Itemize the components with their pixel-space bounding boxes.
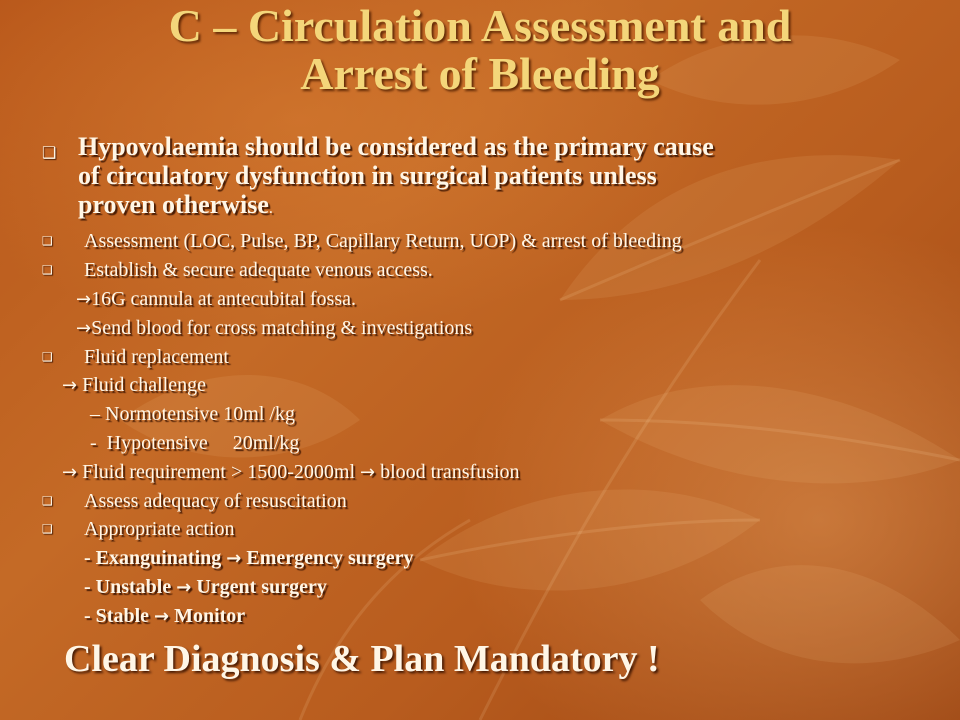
arrow-right-icon: →: [154, 606, 170, 627]
bullet-icon: ❑: [42, 494, 53, 508]
bullet-icon: ❑: [42, 350, 53, 364]
arrow-right-icon: →: [76, 318, 92, 339]
action-state: - Stable: [84, 605, 154, 627]
main-point-line-1: Hypovolaemia should be considered as the primary cause: [78, 132, 714, 161]
item-cannula-text: 16G cannula at antecubital fossa.: [91, 288, 356, 310]
main-point-line-3-text: proven otherwise: [78, 190, 269, 219]
action-unstable: [84, 575, 327, 600]
action-plan: Monitor: [169, 605, 246, 627]
main-point-line-2: of circulatory dysfunction in surgical patients unless: [78, 161, 657, 190]
bullet-icon: ❑: [42, 263, 53, 277]
item-hypotensive: - Hypotensive 20ml/kg: [90, 432, 300, 454]
bullet-icon: ❑: [42, 522, 53, 536]
arrow-right-icon: →: [176, 577, 192, 598]
item-fluid-requirement-text: Fluid requirement > 1500-2000ml: [77, 461, 361, 483]
item-fluid-challenge: [62, 373, 206, 398]
bullet-icon: ❑: [42, 143, 57, 162]
item-cannula: [76, 287, 356, 312]
slide-title: [0, 2, 960, 98]
title-line-1: C – Circulation Assessment and: [168, 0, 792, 51]
action-state: - Unstable: [84, 576, 177, 598]
main-point-period: .: [268, 200, 273, 217]
arrow-right-icon: →: [226, 548, 242, 569]
bullet-icon: ❑: [42, 234, 53, 248]
item-fluid-requirement: [62, 460, 520, 485]
arrow-right-icon: →: [62, 375, 78, 396]
arrow-right-icon: →: [76, 289, 92, 310]
action-exanguinating: [84, 546, 414, 571]
item-assessment: Assessment (LOC, Pulse, BP, Capillary Return, UOP) & arrest of bleeding: [84, 230, 682, 252]
action-plan: Urgent surgery: [191, 576, 327, 598]
footer-statement: Clear Diagnosis & Plan Mandatory !: [64, 638, 660, 680]
item-venous-access: Establish & secure adequate venous access.: [84, 259, 433, 281]
action-plan: Emergency surgery: [241, 547, 414, 569]
title-line-2: Arrest of Bleeding: [300, 48, 660, 99]
item-send-blood: [76, 316, 472, 341]
item-send-blood-text: Send blood for cross matching & investigations: [91, 317, 473, 339]
arrow-right-icon: →: [360, 462, 376, 483]
main-point-line-3: [78, 190, 273, 223]
action-stable: [84, 604, 245, 629]
item-appropriate-action: Appropriate action: [84, 518, 235, 540]
item-blood-transfusion-text: blood transfusion: [375, 461, 520, 483]
action-state: - Exanguinating: [84, 547, 227, 569]
item-normotensive: – Normotensive 10ml /kg: [90, 403, 295, 425]
item-fluid-challenge-text: Fluid challenge: [77, 374, 206, 396]
item-fluid-replacement: Fluid replacement: [84, 346, 229, 368]
item-assess-adequacy: Assess adequacy of resuscitation: [84, 490, 347, 512]
arrow-right-icon: →: [62, 462, 78, 483]
